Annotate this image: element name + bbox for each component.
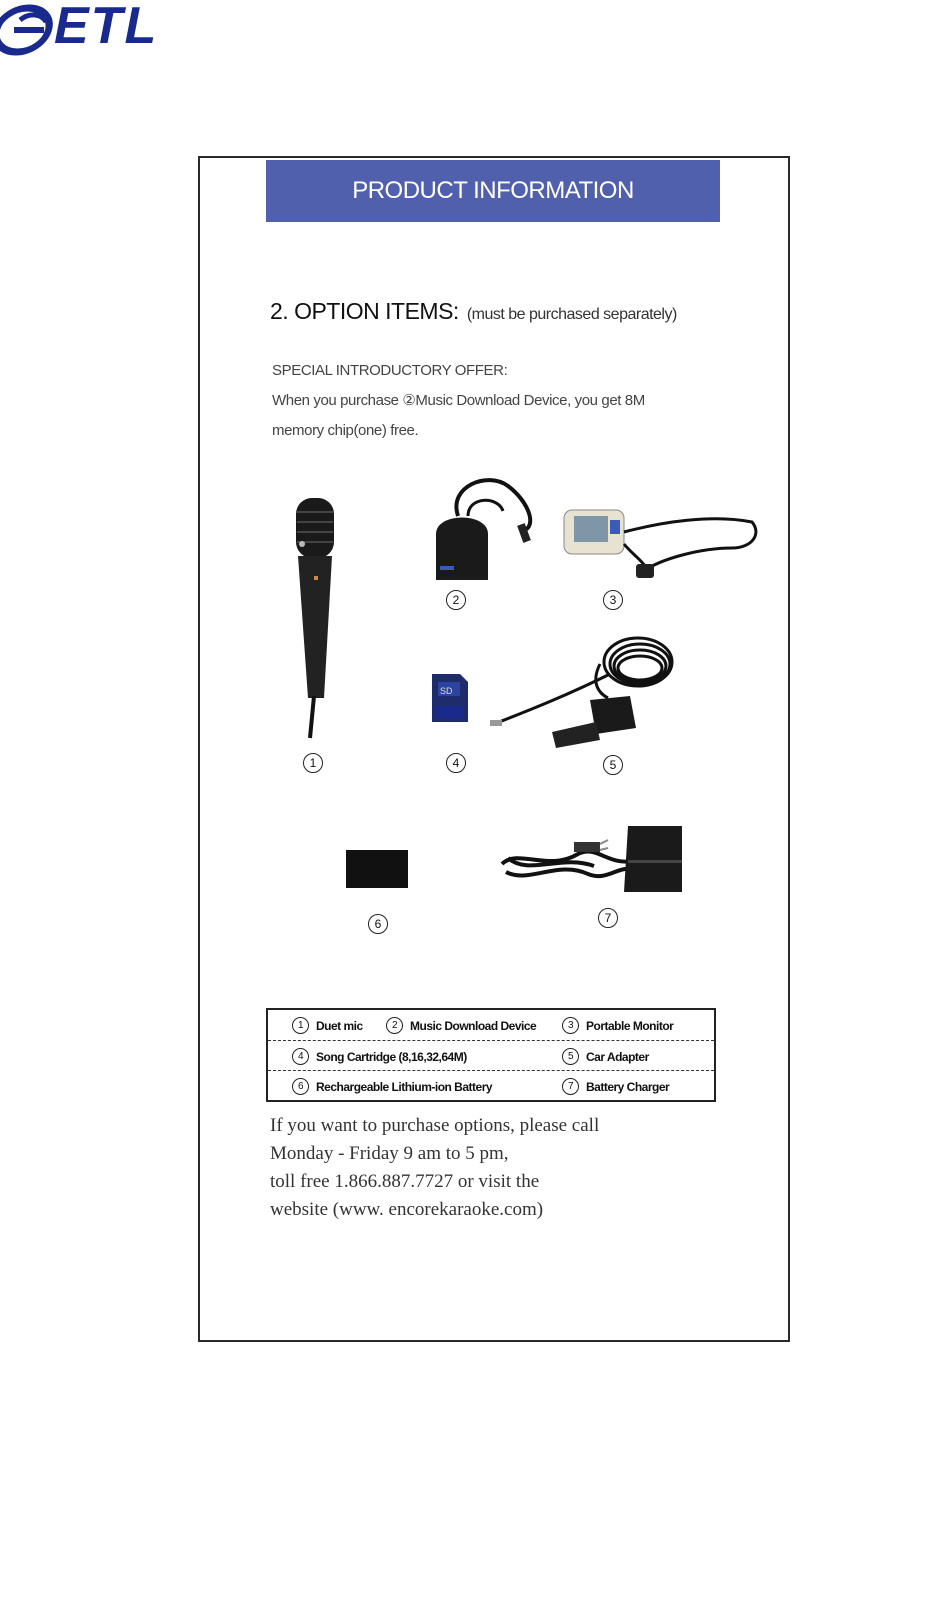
legend-number: 2 bbox=[386, 1017, 403, 1034]
section-heading bbox=[270, 298, 677, 325]
item-legend bbox=[266, 1008, 716, 1102]
product-number-6: 6 bbox=[368, 914, 388, 934]
portable-monitor-image bbox=[562, 504, 762, 584]
page-banner bbox=[266, 160, 720, 222]
legend-row bbox=[268, 1070, 714, 1102]
legend-label: Portable Monitor bbox=[586, 1018, 674, 1033]
legend-label: Battery Charger bbox=[586, 1079, 670, 1094]
legend-item bbox=[386, 1017, 536, 1034]
legend-row bbox=[268, 1010, 714, 1041]
offer-title: SPECIAL INTRODUCTORY OFFER: bbox=[272, 362, 508, 379]
legend-number: 7 bbox=[562, 1078, 579, 1095]
offer-text-1: When you purchase ②Music Download Device, you get 8M bbox=[272, 392, 645, 409]
legend-item bbox=[292, 1078, 492, 1095]
product-number-3: 3 bbox=[603, 590, 623, 610]
special-offer bbox=[272, 356, 742, 446]
legend-item bbox=[292, 1048, 467, 1065]
car-adapter-image bbox=[490, 634, 680, 754]
offer-text-2: memory chip(one) free. bbox=[272, 422, 419, 439]
logo-text: ETL bbox=[54, 0, 159, 55]
heading-title: 2. OPTION ITEMS: bbox=[270, 298, 459, 324]
product-number-5: 5 bbox=[603, 755, 623, 775]
legend-number: 5 bbox=[562, 1048, 579, 1065]
product-number-1: 1 bbox=[303, 753, 323, 773]
product-number-4: 4 bbox=[446, 753, 466, 773]
legend-label: Duet mic bbox=[316, 1018, 363, 1033]
duet-mic-image bbox=[288, 498, 338, 748]
legend-label: Car Adapter bbox=[586, 1049, 649, 1064]
legend-row bbox=[268, 1040, 714, 1072]
heading-note: (must be purchased separately) bbox=[466, 306, 677, 323]
battery-charger-image bbox=[498, 824, 688, 896]
legend-label: Music Download Device bbox=[410, 1018, 537, 1033]
legend-item bbox=[562, 1017, 673, 1034]
contact-line-1: If you want to purchase options, please call bbox=[270, 1115, 600, 1136]
legend-number: 6 bbox=[292, 1078, 309, 1095]
legend-label: Song Cartridge (8,16,32,64M) bbox=[316, 1049, 467, 1064]
legend-item bbox=[292, 1017, 363, 1034]
swirl-e-logo-icon bbox=[0, 2, 58, 58]
music-download-device-image bbox=[428, 476, 538, 586]
product-info-page bbox=[198, 156, 790, 1342]
legend-item bbox=[562, 1078, 669, 1095]
song-cartridge-image bbox=[430, 672, 470, 724]
etl-logo bbox=[0, 0, 170, 60]
contact-line-2: Monday - Friday 9 am to 5 pm, bbox=[270, 1143, 509, 1164]
banner-title: PRODUCT INFORMATION bbox=[352, 177, 634, 204]
contact-line-3: toll free 1.866.887.7727 or visit the bbox=[270, 1171, 540, 1192]
legend-item bbox=[562, 1048, 649, 1065]
legend-number: 4 bbox=[292, 1048, 309, 1065]
legend-number: 3 bbox=[562, 1017, 579, 1034]
product-number-7: 7 bbox=[598, 908, 618, 928]
purchase-contact-info bbox=[270, 1112, 599, 1224]
legend-number: 1 bbox=[292, 1017, 309, 1034]
product-number-2: 2 bbox=[446, 590, 466, 610]
battery-image bbox=[346, 850, 408, 888]
legend-label: Rechargeable Lithium-ion Battery bbox=[316, 1079, 493, 1094]
contact-line-4: website (www. encorekaraoke.com) bbox=[270, 1199, 544, 1220]
svg-text:SD: SD bbox=[440, 686, 453, 696]
